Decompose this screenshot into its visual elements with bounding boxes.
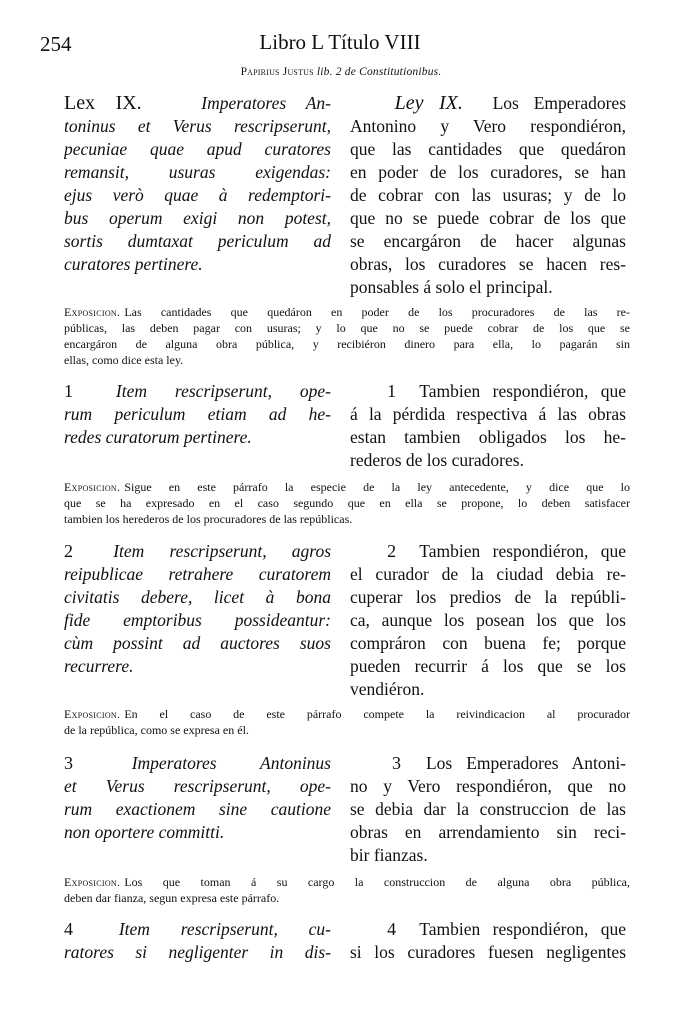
- latin-line: [64, 540, 331, 563]
- paragraph-number: 1: [387, 381, 397, 401]
- exposition-line: [64, 706, 630, 722]
- spanish-line: [350, 918, 626, 941]
- paragraph-number: 2: [387, 541, 397, 561]
- latin-line: cùm possint ad auctores suos: [64, 633, 331, 653]
- spanish-line: en poder de los curadores, se han: [350, 162, 626, 182]
- spanish-line: Antonino y Vero respondiéron,: [350, 116, 626, 136]
- latin-line: civitatis debere, licet à bona: [64, 587, 331, 607]
- law-spanish-line-text: Los Emperadores: [492, 93, 626, 113]
- exposition-line: deben dar fianza, segun expresa este párrafo.: [64, 891, 280, 905]
- latin-line: sortis dumtaxat periculum ad: [64, 231, 331, 251]
- latin-line: recurrere.: [64, 656, 134, 676]
- spanish-line: se encargáron de hacer algunas: [350, 231, 626, 251]
- running-head: Libro L Título VIII: [259, 30, 421, 54]
- spanish-line: [350, 752, 626, 775]
- paragraph-2-spanish: [350, 540, 626, 701]
- exposition-text: Las cantidades que quedáron en poder de los procuradores de las re-: [124, 305, 630, 319]
- latin-line-text: Item rescripserunt, agros: [113, 541, 331, 561]
- latin-line: pecuniae quae apud curatores: [64, 139, 331, 159]
- latin-line: bus operum exigi non potest,: [64, 208, 331, 228]
- latin-line-text: Imperatores Antoninus: [131, 753, 331, 773]
- exposition-line: encargáron de alguna obra pública, y recibiéron dinero para ella, lo pagarán sin: [64, 337, 630, 351]
- latin-line: [64, 752, 331, 775]
- exposition-label: Exposicion.: [64, 305, 121, 319]
- exposition-line: que se ha expresado en el caso segundo que en ella se propone, lo deben satisfacer: [64, 496, 630, 510]
- latin-line: [64, 918, 331, 941]
- spanish-line: el curador de la ciudad debia re-: [350, 564, 626, 584]
- source-reference: lib. 2 de Constitutionibus.: [316, 66, 442, 78]
- latin-line: remansit, usuras exigendas:: [64, 162, 331, 182]
- paragraph-3-spanish: [350, 752, 626, 867]
- spanish-line: [350, 540, 626, 563]
- paragraph-2-latin: [64, 540, 331, 678]
- paragraph-number: 1: [64, 381, 73, 401]
- paragraph-number: 2: [64, 541, 73, 561]
- source-citation: [0, 66, 682, 78]
- spanish-line: bir fianzas.: [350, 845, 428, 865]
- exposition-line: [64, 874, 630, 890]
- spanish-line: cuperar los predios de la repúbli-: [350, 587, 626, 607]
- page-header: [40, 30, 640, 62]
- spanish-line: que las cantidades que quedáron: [350, 139, 626, 159]
- law-latin-line-text: Imperatores An-: [201, 93, 331, 113]
- latin-line: [64, 380, 331, 403]
- spanish-line: [350, 92, 626, 115]
- latin-line: fide emptoribus possideantur:: [64, 610, 331, 630]
- paragraph-1-exposition: [64, 479, 630, 527]
- spanish-line: ponsables á solo el principal.: [350, 277, 553, 297]
- latin-line: non oportere committi.: [64, 822, 225, 842]
- spanish-line: rederos de los curadores.: [350, 450, 524, 470]
- spanish-line: que no se puede cobrar de los que: [350, 208, 626, 228]
- page-number: 254: [40, 32, 72, 56]
- exposition-label: Exposicion.: [64, 707, 121, 721]
- spanish-line: [350, 380, 626, 403]
- law-latin-column: [64, 92, 331, 276]
- source-author: Papirius Justus: [240, 66, 314, 78]
- spanish-line-text: Tambien respondiéron, que: [419, 919, 626, 939]
- paragraph-number: 4: [64, 919, 73, 939]
- exposition-label: Exposicion.: [64, 480, 121, 494]
- spanish-line: no y Vero respondiéron, que no: [350, 776, 626, 796]
- paragraph-3-exposition: [64, 874, 630, 906]
- law-exposition: [64, 304, 630, 368]
- spanish-line-text: Tambien respondiéron, que: [419, 381, 626, 401]
- exposition-line: tambien los herederos de los procuradores de las repúblicas.: [64, 512, 353, 526]
- paragraph-number: 3: [391, 753, 401, 773]
- paragraph-3-latin: [64, 752, 331, 844]
- exposition-line: de la república, como se expresa en él.: [64, 723, 249, 737]
- spanish-line: vendiéron.: [350, 679, 425, 699]
- latin-line: rum periculum etiam ad he-: [64, 404, 331, 424]
- exposition-text: En el caso de este párrafo compete la reivindicacion al procurador: [124, 707, 630, 721]
- spanish-line: de cobrar con las usuras; y de lo: [350, 185, 626, 205]
- spanish-line: obras en arrendamiento sin reci-: [350, 822, 626, 842]
- spanish-line: si los curadores fuesen negligentes: [350, 942, 626, 962]
- latin-line: et Verus rescripserunt, ope-: [64, 776, 331, 796]
- spanish-line: ca, aunque los posean los que los: [350, 610, 626, 630]
- latin-line: rum exactionem sine cautione: [64, 799, 331, 819]
- law-latin-lead: Lex IX.: [64, 92, 142, 114]
- paragraph-4-spanish: [350, 918, 626, 964]
- spanish-line: obras, los curadores se hacen res-: [350, 254, 626, 274]
- law-spanish-lead: Ley IX.: [394, 92, 463, 114]
- exposition-text: Los que toman á su cargo la construccion de alguna obra pública,: [124, 875, 630, 889]
- spanish-line-text: Los Emperadores Antoni-: [425, 753, 626, 773]
- paragraph-number: 4: [387, 919, 397, 939]
- paragraph-1-spanish: [350, 380, 626, 472]
- paragraph-number: 3: [64, 753, 73, 773]
- paragraph-1-latin: [64, 380, 331, 449]
- paragraph-2-exposition: [64, 706, 630, 738]
- law-spanish-column: [350, 92, 626, 299]
- spanish-line: estan tambien obligados los he-: [350, 427, 626, 447]
- latin-line: curatores pertinere.: [64, 254, 203, 274]
- spanish-line: pueden recurrir á los que se los: [350, 656, 626, 676]
- spanish-line-text: Tambien respondiéron, que: [419, 541, 626, 561]
- spanish-line: á la pérdida respectiva á las obras: [350, 404, 626, 424]
- latin-line: reipublicae retrahere curatorem: [64, 564, 331, 584]
- exposition-label: Exposicion.: [64, 875, 121, 889]
- paragraph-4-latin: [64, 918, 331, 964]
- exposition-line: públicas, las deben pagar con usuras; y lo que no se puede cobrar de los que se: [64, 321, 630, 335]
- latin-line: toninus et Verus rescripserunt,: [64, 116, 331, 136]
- latin-line-text: Item rescripserunt, cu-: [118, 919, 331, 939]
- latin-line-text: Item rescripserunt, ope-: [115, 381, 331, 401]
- exposition-text: Sigue en este párrafo la especie de la ley antecedente, y dice que lo: [124, 480, 630, 494]
- spanish-line: compráron con buena fe; porque: [350, 633, 626, 653]
- exposition-line: [64, 304, 630, 320]
- latin-line: ratores si negligenter in dis-: [64, 942, 331, 962]
- exposition-line: ellas, como dice esta ley.: [64, 353, 184, 367]
- spanish-line: se debia dar la construccion de las: [350, 799, 626, 819]
- latin-line: [64, 92, 331, 115]
- latin-line: redes curatorum pertinere.: [64, 427, 252, 447]
- latin-line: ejus verò quae à redemptori-: [64, 185, 331, 205]
- exposition-line: [64, 479, 630, 495]
